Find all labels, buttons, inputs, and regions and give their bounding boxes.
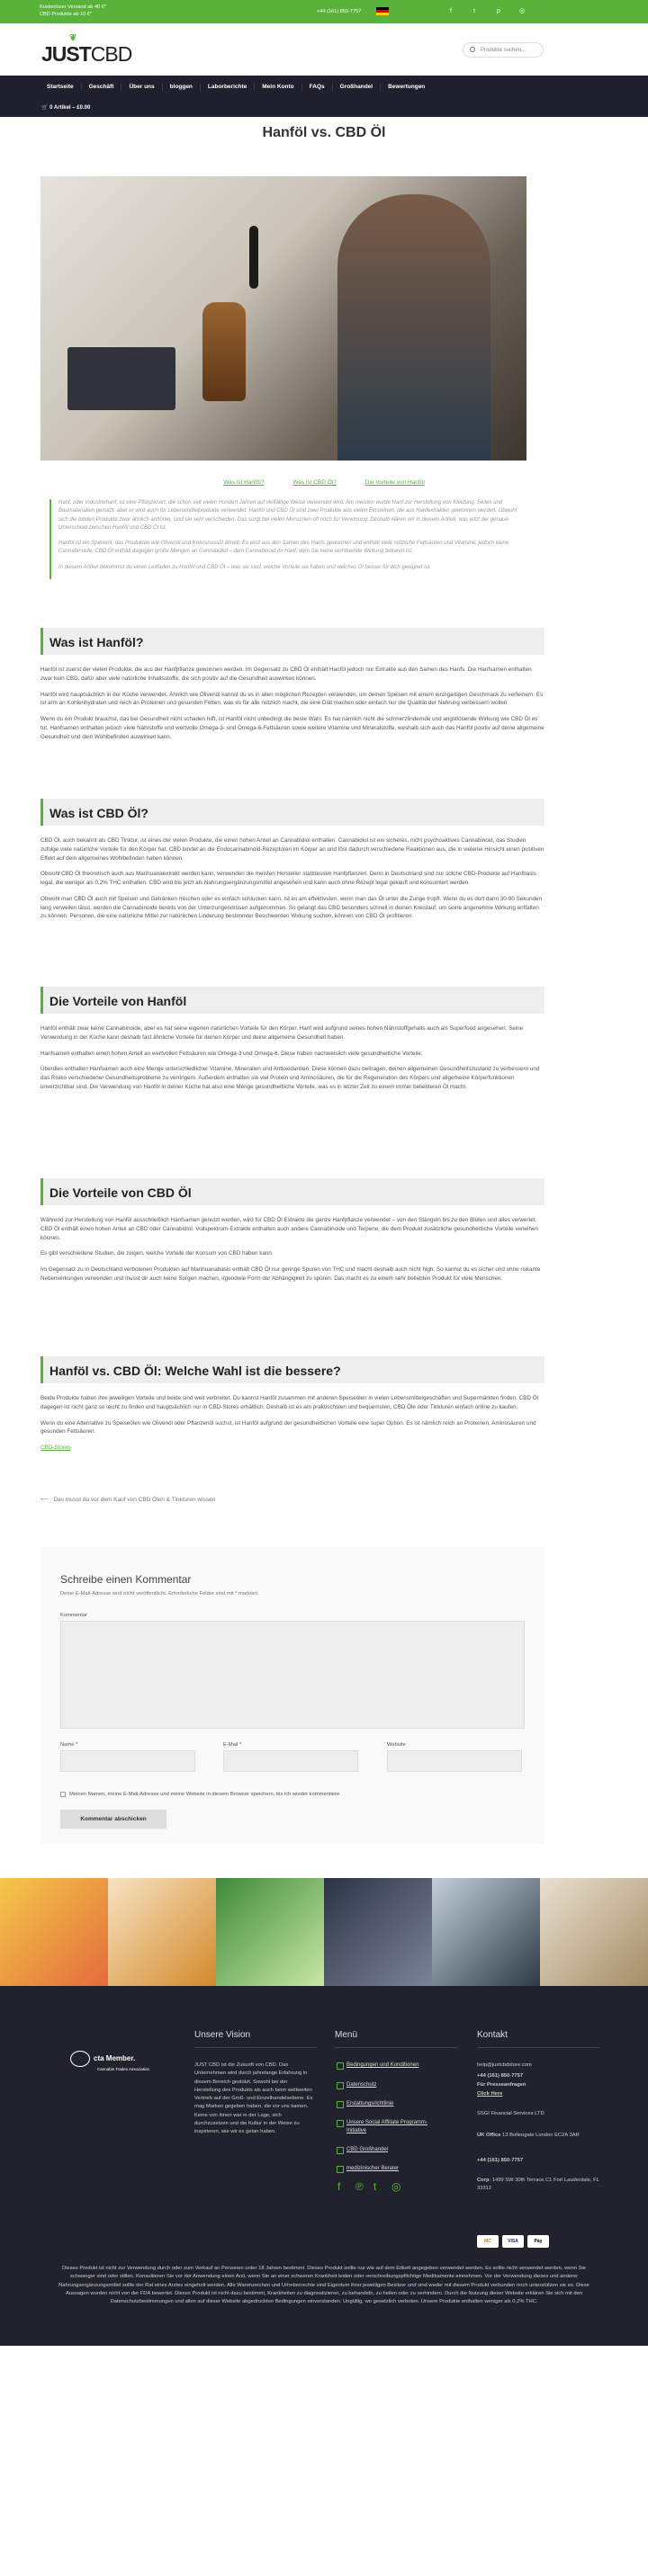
footer-menu-title: Menü bbox=[335, 2030, 358, 2040]
table-of-contents bbox=[0, 479, 648, 487]
hero-image bbox=[40, 176, 526, 461]
facebook-icon[interactable]: f bbox=[338, 2180, 341, 2193]
comment-form-title: Schreibe einen Kommentar bbox=[60, 1573, 192, 1586]
nav-grosshandel[interactable]: Großhandel bbox=[333, 84, 381, 91]
section-body: Während zur Herstellung von Hanföl ausschließlich Hanfsamen genutzt werden, wird für CBD Öl Extrakte die ganze Hanfpflanze verwendet – von den Stängeln bis zu den Blüten und alles verwertet. CBD Öl enthält einen hohen Anteil an CBD oder Cannabidiol. Vollspektrum-Extrakte enthalten auch andere Cannabinoide und Terpene, die dem Produkt zusätzliche gesundheitliche Vorteile verleihen können. Es gibt verschiedene Studien, die zeigen, welche Vorteile der Konsum von CBD haben kann. Im Gegensatz zu in Deutschland verbotenen Produkten auf Marihuanabasis enthält CBD Öl nur geringe Spuren von THC und macht deshalb auch nicht high. So kannst du es sicher und ohne riskante Nebenwirkungen verwenden und musst dir auch keine Sorgen machen, irgendwie Form der Abhängigkeit zu spüren. Das macht es zu einem sehr beliebten Produkt für viele Menschen. bbox=[40, 1217, 541, 1282]
footer-disclaimer: Dieses Produkt ist nicht zur Verwendung durch oder zum Verkauf an Personen unter 18 Jahren bestimmt. Dieses Produkt sollte nur wie auf dem Etikett angegeben verwendet werden. Es sollte nicht verwendet werden, wenn Sie schwanger sind oder stillen. Konsultieren Sie vor der Anwendung einen Arzt, wenn Sie an einer schweren Krankheit leiden oder verschreibungspflichtige Medikamente einnehmen. Vor der Verwendung dieses und anderer Nahrungsergänzungsmittel sollte der Rat eines Arztes eingeholt werden. Alle Warenzeichen und Urheberrechte sind Eigentum ihrer jeweiligen Besitzer und sind weder mit diesem Produkt verbunden noch unterstützen sie es. Diese Aussagen wurden nicht von der FDA bewertet. Dieses Produkt ist nicht dazu bestimmt, Krankheiten zu diagnostizieren, zu behandeln, zu heilen oder zu verhindern. Durch die Nutzung dieser Website erklären Sie sich mit den Datenschutzbestimmungen und allen auf dieser Website abgedruckten Bedingungen einverstanden. Ungültig, wo gesetzlich verboten. Unsere Produkte enthalten weniger als 0,2% THC. bbox=[0, 2265, 648, 2346]
twitter-icon[interactable]: t bbox=[473, 8, 475, 14]
previous-post-link[interactable]: ⟵ Das musst du vor dem Kauf von CBD Ölen & Tinkturen wissen bbox=[40, 1497, 216, 1503]
pinterest-icon[interactable]: p bbox=[497, 8, 500, 14]
comment-form bbox=[40, 1547, 544, 1844]
nav-geschaeft[interactable]: Geschäft bbox=[82, 84, 122, 91]
search-input[interactable]: Produkte suchen... bbox=[463, 42, 544, 58]
comment-textarea[interactable] bbox=[60, 1621, 525, 1729]
article-intro: Hanf, oder Industriehanf, ist eine Pflanzenart, die schon seit vielen Hundert Jahren auf vielfältige Weise verwendet wird. Am meisten wurde Hanf zur Herstellung von Kleidung, Seilen und Baumaterialien genutzt, aber er wird auch für Lebensmittelprodukte verwendet. Hanföl und CBD Öl sind zwei Produkte aus vielen Einsteinen, die aus Hanfextrakten gewonnen werden. Obwohl sich die beiden Produkte zwar ähnlich anhören, sind sie sehr verschieden. Das sorgt bei vielen Menschen oft noch für Verwirrung. Deshalb klären wir in diesem Artikel, was jetzt der genaue Unterschied zwischen Hanföl und CBD Öl ist. Hanföl ist ein Speiseöl, das Produkten wie Olivenöl und Kokosnussöl ähnelt. Es wird aus den Samen des Hanfs gewonnen und enthält viele nützliche Fettsäuren und Vitamine, jedoch keine Cannabinoide. CBD Öl enthält dagegen große Mengen an Cannabidiol – dem Cannabinoid im Hanf, dem Sie keine wohltuende Wirkung bekannt ist. In diesem Artikel bekommst du einen Leitfaden zu Hanföl und CBD Öl – was sie sind, welche Vorteile sie haben und welches Öl besser für dich geeignet ist. bbox=[50, 499, 526, 579]
nav-mein-konto[interactable]: Mein Konto bbox=[255, 84, 302, 91]
email-field[interactable] bbox=[223, 1750, 358, 1772]
toc-link-cbd-oel[interactable]: Was ist CBD Öl? bbox=[292, 479, 337, 486]
footer-menu-wholesale[interactable]: CBD Großhandel bbox=[346, 2147, 389, 2152]
leaf-icon: ❦ bbox=[69, 33, 76, 43]
top-bar bbox=[0, 0, 648, 23]
instagram-icon[interactable]: ◎ bbox=[518, 8, 526, 14]
comment-form-note: Deine E-Mail-Adresse wird nicht veröffentlicht. Erforderliche Felder sind mit * markiert. bbox=[60, 1591, 259, 1597]
mastercard-icon: MC bbox=[477, 2235, 499, 2248]
search-icon[interactable] bbox=[470, 47, 475, 52]
nav-bloggen[interactable]: bloggen bbox=[163, 84, 201, 91]
footer-phone[interactable]: +44 (161) 850-7757 bbox=[477, 2073, 524, 2079]
footer-menu-affiliate[interactable]: Unsere Social Affiliate Programm-Initiative bbox=[346, 2119, 446, 2134]
hero-screen bbox=[68, 347, 176, 410]
section-body: Hanföl enthält zwar keine Cannabinoide, aber es hat seine eigenen natürlichen Vorteile für den Körper. Hanf wird aufgrund seines hohen Nährstoffgehalts auch als Superfood angesehen. Seine Verwendung in der Küche kann deshalb fast ähnliche Vorteile für deinen Körper und deine allgemeine Gesundheit haben. Hanfsamen enthalten einen hohen Anteil an wertvollen Fettsäuren wie Omega-3 und Omega-6. Diese haben nachweislich viele gesundheitliche Vorteile. Überdies enthalten Hanfsamen auch eine Menge unterschiedlicher Vitamine, Mineralien und Antioxidantien. Diese können dazu beitragen, deinen allgemeinen Gesundheitszustand zu verbessern und das Risiko verschiedener Gesundheitsprobleme zu verringern. Außerdem enthalten sie viel Protein und Aminosäuren, die für die Regeneration des Körpers und allgemeine Körperfunktionen unverzichtbar sind. Die Verwendung von Hanföl in deiner Küche hat also eine Menge gesundheitliche Vorteile, was es in letzter Zeit zu einem immer beliebteren Öl macht. bbox=[40, 1025, 540, 1090]
footer-menu-privacy[interactable]: Datenschutz bbox=[346, 2082, 377, 2088]
section-heading: Die Vorteile von Hanföl bbox=[40, 987, 544, 1014]
gallery-photo[interactable] bbox=[216, 1878, 324, 1986]
nav-faqs[interactable]: FAQs bbox=[302, 84, 333, 91]
cta-badge-icon bbox=[70, 2051, 90, 2067]
email-label: E-Mail * bbox=[223, 1742, 242, 1748]
submit-comment-button[interactable]: Kommentar abschicken bbox=[60, 1810, 166, 1829]
website-field[interactable] bbox=[387, 1750, 522, 1772]
footer-contact-title: Kontakt bbox=[477, 2030, 508, 2040]
cta-member-logo[interactable]: cta Member. Cannabis Trades Association bbox=[70, 2051, 149, 2073]
footer-press-link[interactable]: Click Here bbox=[477, 2091, 503, 2097]
gallery-photo[interactable] bbox=[324, 1878, 432, 1986]
nav-startseite[interactable]: Startseite bbox=[40, 84, 82, 91]
topbar-phone[interactable]: +44 (161) 850-7757 bbox=[317, 9, 362, 14]
nav-laborberichte[interactable]: Laborberichte bbox=[201, 84, 255, 91]
instagram-gallery bbox=[0, 1878, 648, 1986]
footer-email[interactable]: help@justcbdstore.com bbox=[477, 2062, 532, 2068]
website-label: Website bbox=[387, 1742, 406, 1748]
cbd-stores-link[interactable]: CBD-Stores bbox=[40, 1445, 71, 1451]
section-heading: Die Vorteile von CBD Öl bbox=[40, 1178, 544, 1205]
section-body: CBD Öl, auch bekannt als CBD Tinktur, ist eines der vielen Produkte, die einen hohen Anteil an Cannabidiol enthalten. Cannabidiol ist ein sicheres, nicht psychoaktives Cannabinoid, das Studien zufolge viele natürliche Vorteile für den Körper hat. CBD bindet an die Endocannabinoid-Rezeptoren im Körper an und löst dadurch verschiedene Reaktionen aus, die in vielerlei Hinsicht einen positiven Effekt auf dein allgemeines Wohlbefinden haben können. Obwohl CBD Öl theoretisch auch aus Marihuanaextrakt werden kann, verwenden die meisten Hersteller stattdessen Hanfpflanzen. Denn in Deutschland sind nur solche CBD-Produkte auf Hanfbasis legal, die weniger als 0,2% THC enthalten. CBD wird bis jetzt als Nahrungsergänzungsmittel angesehen und kann auch ohne Rezept legal gekauft und konsumiert werden. Obwohl man CBD Öl auch mit Speisen und Getränken mischen oder es einfach schlucken kann, ist es am effektivsten, wenn man das Öl unter die Zunge tropft. Wenn du es dort dann 30-90 Sekunden lang verweilen lässt, werden die Cannabinoide bereits von der Unterzungendrüsen aufgenommen. So gelangt das CBD besonders schnell in deinen Kreislauf, um seine angenehme Wirkung entfalten zu können. Personen, die eine natürliche Mittel zur natürlichen Linderung bestimmter Beschwerden Wirkung suchen, können von CBD Öl profitieren. bbox=[40, 837, 544, 920]
instagram-icon[interactable]: ◎ bbox=[392, 2180, 401, 2193]
footer-menu-terms[interactable]: Bedingungen und Konditionen bbox=[346, 2062, 419, 2068]
divider bbox=[477, 2047, 599, 2048]
visa-icon: VISA bbox=[502, 2235, 524, 2248]
gallery-photo[interactable] bbox=[540, 1878, 648, 1986]
promo-text: Kostenloser Versand ab 40 €* CBD Produkte ab 10 €* bbox=[40, 4, 107, 17]
hero-bottle bbox=[202, 302, 246, 401]
gallery-photo[interactable] bbox=[108, 1878, 216, 1986]
section-body: Hanföl ist zuerst der vielen Produkte, die aus der Hanfpflanze gewonnen werden. Im Gegensatz zu CBD Öl enthält Hanföl jedoch nur Extrakte aus den Samen des Hanfs. Die Hanfsamen enthalten zwar kein CBD, dafür aber viele natürliche Inhaltsstoffe, die sich positiv auf die Gesundheit auswirken können. Hanföl wird hauptsächlich in der Küche verwendet. Ähnlich wie Olivenöl kannst du es in allen möglichen Rezepten verwenden, um deinen Speisen mit einem einzigartigen Geschmack zu verfeinern. Es ist arm an Kohlenhydraten und reich an Proteinen und gesunden Fetten, was es für alle nützlich macht, die eine Diät machen oder einfach nur die Qualität der Nahrung verbessern wollen. Wenn du ein Produkt brauchst, das bei Gesundheit nicht schaden hilft, ist Hanföl nicht unbedingt die beste Wahl. Es hat nämlich nicht die schmerzlindernde und angstlösende Wirkung wie CBD Öl es tut. Hanfsamen enthalten jedoch viele Nährstoffe und wertvolle Omega-3- und Omega-6-Fettsäuren sowie weitere Vitamine und Mineralstoffe, weshalb sich auch das Hanföl positiv auf deine allgemeine Gesundheit und dein Wohlbefinden auswirken kann. bbox=[40, 666, 544, 740]
nav-ueber-uns[interactable]: Über uns bbox=[122, 84, 162, 91]
hero-dropper bbox=[249, 226, 258, 289]
facebook-icon[interactable]: f bbox=[450, 8, 452, 14]
divider bbox=[335, 2047, 457, 2048]
gallery-photo[interactable] bbox=[432, 1878, 540, 1986]
page-title: Hanföl vs. CBD Öl bbox=[262, 125, 386, 140]
cart-summary[interactable]: 🛒 0 Artikel – £0.00 bbox=[41, 105, 91, 111]
consent-label: Meinen Namen, meine E-Mail-Adresse und meine Website in diesem Browser speichern, bis ich wieder kommentiere. bbox=[69, 1792, 341, 1797]
toc-link-hanfoel[interactable]: Was ist Hanföl? bbox=[223, 479, 265, 486]
section-heading: Hanföl vs. CBD Öl: Welche Wahl ist die bessere? bbox=[40, 1356, 544, 1383]
hero-person bbox=[338, 194, 490, 461]
footer-menu-medical[interactable]: medizinischer Berater bbox=[346, 2166, 400, 2171]
flag-de-icon[interactable] bbox=[376, 7, 389, 15]
footer-vision-text: JUST CBD ist die Zukunft von CBD. Das Unternehmen wird durch jahrelange Erfahrung in diesem Bereich gestützt. Sowohl bei der Herstellung des Produkts als auch beim weltweiten Vertrieb auf der Groß- und Einzelhandelsebene. Es mag Marken gegeben haben, die vor uns kamen. Keine von ihnen war in der Lage, sich durchzusetzen und die Kultur in der Weise zu inspirieren, wie wir es getan haben. bbox=[194, 2062, 313, 2135]
footer-corp-office: Corp: 1499 SW 30th Terrace C1 Fort Lauderdale, FL 33312 bbox=[477, 2178, 599, 2192]
footer-company: SSGI Financial Services LTD bbox=[477, 2111, 544, 2116]
footer-vision-title: Unsere Vision bbox=[194, 2030, 251, 2040]
comment-label: Kommentar bbox=[60, 1613, 87, 1618]
pinterest-icon[interactable]: ℗ bbox=[356, 2180, 364, 2193]
toc-link-vorteile-hanfoel[interactable]: Die Vorteile von Hanföl bbox=[364, 479, 425, 486]
footer-uk-office: UK Office 13 Bolleogate London EC2A 3AR bbox=[477, 2133, 580, 2138]
section-heading: Was ist CBD Öl? bbox=[40, 799, 544, 826]
section-heading: Was ist Hanföl? bbox=[40, 628, 544, 655]
section-body: Beide Produkte haben ihre jeweiligen Vorteile und beide sind weit verbreitet. Du kannst Hanföl zusammen mit anderen Speiseölen in vielen Lebensmittelgeschäften und Supermärkten finden. CBD Öl dagegen ist nicht ganz so leicht zu finden und hauptsächlich nur in CBD-Stores erhältlich. Deshalb ist es am praktischsten und bequemsten, CBD Öle oder Tinkturen einfach online zu kaufen. Wenn du eine Alternative zu Speiseölen wie Olivenöl oder Pflanzenöl suchst, ist Hanföl aufgrund der gesundheitlichen Vorteile eine super Option. Es ist nämlich reich an Proteinen, Aminosäuren und gesunden Fettsäuren. CBD-Stores bbox=[40, 1395, 539, 1451]
site-header bbox=[0, 23, 648, 76]
apple-pay-icon: Pay bbox=[527, 2235, 549, 2248]
site-logo[interactable]: ❦ JUSTCBD bbox=[41, 33, 132, 66]
main-nav bbox=[0, 76, 648, 117]
consent-checkbox[interactable] bbox=[60, 1792, 66, 1797]
footer-press-label: Für Presseanfragen bbox=[477, 2082, 526, 2088]
footer-uk-phone[interactable]: +44 (161) 850-7757 bbox=[477, 2158, 524, 2163]
nav-bewertungen[interactable]: Bewertungen bbox=[388, 84, 426, 90]
arrow-left-icon: ⟵ bbox=[40, 1497, 50, 1503]
divider bbox=[194, 2047, 317, 2048]
name-label: Name * bbox=[60, 1742, 78, 1748]
name-field[interactable] bbox=[60, 1750, 195, 1772]
twitter-icon[interactable]: t bbox=[374, 2180, 377, 2193]
gallery-photo[interactable] bbox=[0, 1878, 108, 1986]
footer-menu-refund[interactable]: Erstattungsrichtlinie bbox=[346, 2101, 394, 2106]
